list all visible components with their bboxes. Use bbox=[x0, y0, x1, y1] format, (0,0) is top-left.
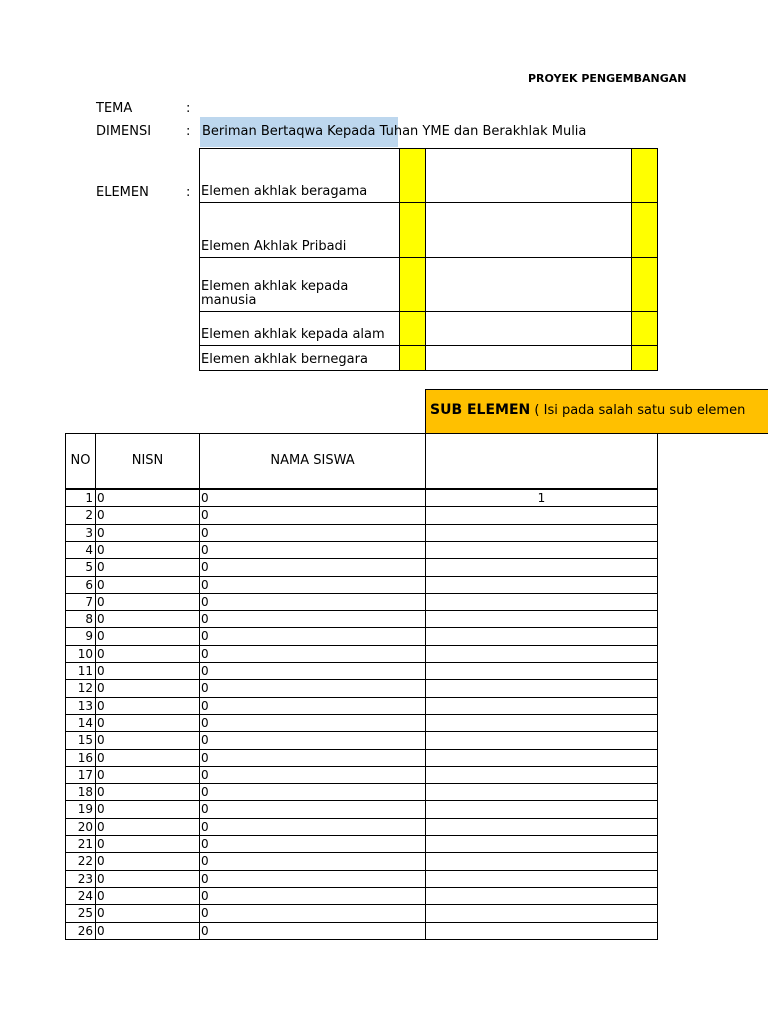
sub-elemen-note: ( Isi pada salah satu sub elemen bbox=[534, 403, 746, 418]
row-no: 23 bbox=[77, 872, 93, 886]
element-sub-cell[interactable] bbox=[425, 257, 632, 312]
sub-elemen-label: SUB ELEMEN bbox=[430, 402, 531, 418]
element-check-cell[interactable] bbox=[631, 311, 658, 346]
row-nisn: 0 bbox=[97, 681, 105, 695]
row-no: 22 bbox=[77, 854, 93, 868]
row-sub-elemen-cell[interactable] bbox=[425, 558, 658, 577]
row-sub-elemen-cell[interactable] bbox=[425, 627, 658, 646]
row-nama-cell[interactable] bbox=[199, 766, 426, 784]
row-nama-cell[interactable] bbox=[199, 904, 426, 923]
row-sub-elemen-cell[interactable] bbox=[425, 506, 658, 525]
element-check-cell[interactable] bbox=[399, 257, 426, 312]
row-nama-cell[interactable] bbox=[199, 558, 426, 577]
row-sub-elemen-cell[interactable] bbox=[425, 870, 658, 888]
row-nama-cell[interactable] bbox=[199, 870, 426, 888]
row-no: 12 bbox=[77, 681, 93, 695]
row-no: 3 bbox=[85, 526, 93, 540]
row-nama: 0 bbox=[201, 820, 209, 834]
row-nisn-cell[interactable] bbox=[95, 852, 200, 871]
row-nisn: 0 bbox=[97, 560, 105, 574]
row-nama: 0 bbox=[201, 924, 209, 938]
row-nisn: 0 bbox=[97, 612, 105, 626]
row-nama-cell[interactable] bbox=[199, 887, 426, 905]
element-check-cell[interactable] bbox=[631, 202, 658, 258]
row-nisn: 0 bbox=[97, 699, 105, 713]
row-nisn: 0 bbox=[97, 491, 105, 505]
row-nisn-cell[interactable] bbox=[95, 576, 200, 594]
row-nama: 0 bbox=[201, 560, 209, 574]
row-nisn: 0 bbox=[97, 508, 105, 522]
row-nisn: 0 bbox=[97, 924, 105, 938]
row-sub-elemen-cell[interactable] bbox=[425, 852, 658, 871]
row-nama-cell[interactable] bbox=[199, 852, 426, 871]
row-sub-elemen-cell[interactable] bbox=[425, 714, 658, 732]
row-nisn: 0 bbox=[97, 768, 105, 782]
row-sub-elemen-cell[interactable] bbox=[425, 576, 658, 594]
row-nisn-cell[interactable] bbox=[95, 887, 200, 905]
row-nisn: 0 bbox=[97, 629, 105, 643]
row-no: 25 bbox=[77, 906, 93, 920]
row-no: 26 bbox=[77, 924, 93, 938]
row-sub-elemen-cell[interactable] bbox=[425, 541, 658, 559]
element-name: Elemen akhlak beragama bbox=[201, 184, 368, 199]
row-nisn: 0 bbox=[97, 526, 105, 540]
row-no: 7 bbox=[85, 595, 93, 609]
row-no: 15 bbox=[77, 733, 93, 747]
row-no: 18 bbox=[77, 785, 93, 799]
col-nama-header: NAMA SISWA bbox=[270, 453, 355, 468]
row-nama-cell[interactable] bbox=[199, 922, 426, 940]
row-nisn: 0 bbox=[97, 543, 105, 557]
row-sub-elemen-cell[interactable] bbox=[425, 593, 658, 611]
row-nama: 0 bbox=[201, 854, 209, 868]
row-nisn-cell[interactable] bbox=[95, 800, 200, 819]
row-nama-cell[interactable] bbox=[199, 835, 426, 853]
row-nama: 0 bbox=[201, 664, 209, 678]
row-no: 1 bbox=[85, 491, 93, 505]
row-nisn: 0 bbox=[97, 872, 105, 886]
row-nama: 0 bbox=[201, 785, 209, 799]
row-nama-cell[interactable] bbox=[199, 627, 426, 646]
row-nama-cell[interactable] bbox=[199, 524, 426, 542]
element-check-cell[interactable] bbox=[399, 345, 426, 371]
row-nama-cell[interactable] bbox=[199, 610, 426, 628]
row-nama: 0 bbox=[201, 508, 209, 522]
row-no: 21 bbox=[77, 837, 93, 851]
row-no: 5 bbox=[85, 560, 93, 574]
row-nisn-cell[interactable] bbox=[95, 506, 200, 525]
element-name: Elemen akhlak kepada manusia bbox=[201, 279, 349, 308]
row-nama: 0 bbox=[201, 526, 209, 540]
row-sub-elemen-cell[interactable] bbox=[425, 904, 658, 923]
elemen-label: ELEMEN bbox=[96, 185, 149, 200]
row-no: 19 bbox=[77, 802, 93, 816]
row-nisn-cell[interactable] bbox=[95, 818, 200, 836]
row-nama: 0 bbox=[201, 699, 209, 713]
row-nisn-cell[interactable] bbox=[95, 835, 200, 853]
element-check-cell[interactable] bbox=[399, 202, 426, 258]
element-name: Elemen akhlak kepada alam bbox=[201, 327, 385, 342]
row-nama: 0 bbox=[201, 629, 209, 643]
row-sub-elemen-cell[interactable] bbox=[425, 524, 658, 542]
col-nisn-header: NISN bbox=[131, 453, 164, 468]
element-check-cell[interactable] bbox=[399, 148, 426, 203]
row-nisn-cell[interactable] bbox=[95, 904, 200, 923]
row-nisn: 0 bbox=[97, 716, 105, 730]
row-nama-cell[interactable] bbox=[199, 662, 426, 680]
element-sub-cell[interactable] bbox=[425, 202, 632, 258]
row-nisn-cell[interactable] bbox=[95, 731, 200, 750]
col-sub-elemen-header-cell[interactable] bbox=[425, 433, 658, 489]
row-no: 16 bbox=[77, 751, 93, 765]
row-no: 20 bbox=[77, 820, 93, 834]
row-nama: 0 bbox=[201, 543, 209, 557]
row-nisn: 0 bbox=[97, 664, 105, 678]
row-sub-elemen-cell[interactable] bbox=[425, 887, 658, 905]
row-nisn-cell[interactable] bbox=[95, 645, 200, 663]
row-sub-elemen-cell[interactable] bbox=[425, 697, 658, 715]
row-no: 2 bbox=[85, 508, 93, 522]
row-nisn-cell[interactable] bbox=[95, 679, 200, 698]
row-nama: 0 bbox=[201, 872, 209, 886]
col-no-header: NO bbox=[70, 453, 91, 468]
dimensi-colon: : bbox=[186, 124, 191, 139]
element-name: Elemen akhlak bernegara bbox=[201, 352, 368, 367]
row-nama: 0 bbox=[201, 681, 209, 695]
elemen-colon: : bbox=[186, 185, 191, 200]
row-sub-elemen-cell[interactable] bbox=[425, 645, 658, 663]
page-title: PROYEK PENGEMBANGAN bbox=[528, 72, 687, 85]
row-nama: 0 bbox=[201, 595, 209, 609]
row-sub-elemen-cell[interactable] bbox=[425, 818, 658, 836]
row-nama: 0 bbox=[201, 889, 209, 903]
row-nisn-cell[interactable] bbox=[95, 558, 200, 577]
row-no: 17 bbox=[77, 768, 93, 782]
row-nama: 0 bbox=[201, 716, 209, 730]
row-no: 10 bbox=[77, 647, 93, 661]
row-nama: 0 bbox=[201, 906, 209, 920]
row-sub-elemen-cell[interactable] bbox=[425, 835, 658, 853]
row-no: 6 bbox=[85, 578, 93, 592]
row-nama-cell[interactable] bbox=[199, 818, 426, 836]
row-nisn-cell[interactable] bbox=[95, 870, 200, 888]
element-check-cell[interactable] bbox=[399, 311, 426, 346]
dimensi-value: Beriman Bertaqwa Kepada Tuhan YME dan Berakhlak Mulia bbox=[202, 124, 587, 139]
row-nama-cell[interactable] bbox=[199, 714, 426, 732]
row-nisn-cell[interactable] bbox=[95, 783, 200, 801]
row-nama-cell[interactable] bbox=[199, 541, 426, 559]
row-nisn-cell[interactable] bbox=[95, 541, 200, 559]
row-nama-cell[interactable] bbox=[199, 576, 426, 594]
row-nisn-cell[interactable] bbox=[95, 524, 200, 542]
row-nama-cell[interactable] bbox=[199, 593, 426, 611]
element-check-cell[interactable] bbox=[631, 345, 658, 371]
dimensi-label: DIMENSI bbox=[96, 124, 152, 139]
row-no: 24 bbox=[77, 889, 93, 903]
row-nama: 0 bbox=[201, 578, 209, 592]
row-nisn: 0 bbox=[97, 578, 105, 592]
element-sub-cell[interactable] bbox=[425, 148, 632, 203]
row-nama: 0 bbox=[201, 647, 209, 661]
row-nisn: 0 bbox=[97, 906, 105, 920]
row-nama: 0 bbox=[201, 612, 209, 626]
row-nisn: 0 bbox=[97, 733, 105, 747]
row-no: 14 bbox=[77, 716, 93, 730]
row-nama-cell[interactable] bbox=[199, 783, 426, 801]
row-nisn-cell[interactable] bbox=[95, 489, 200, 507]
row-no: 13 bbox=[77, 699, 93, 713]
element-sub-cell[interactable] bbox=[425, 345, 632, 371]
row-nama-cell[interactable] bbox=[199, 800, 426, 819]
row-no: 4 bbox=[85, 543, 93, 557]
row-nama: 0 bbox=[201, 491, 209, 505]
row-nama-cell[interactable] bbox=[199, 645, 426, 663]
sub-elemen-banner-text bbox=[430, 402, 746, 418]
row-sub-elemen-value: 1 bbox=[537, 491, 546, 505]
row-nisn-cell[interactable] bbox=[95, 593, 200, 611]
row-sub-elemen-cell[interactable] bbox=[425, 800, 658, 819]
row-nisn: 0 bbox=[97, 837, 105, 851]
row-nama: 0 bbox=[201, 733, 209, 747]
row-nisn-cell[interactable] bbox=[95, 749, 200, 767]
row-sub-elemen-cell[interactable] bbox=[425, 922, 658, 940]
row-sub-elemen-cell[interactable] bbox=[425, 783, 658, 801]
row-nama: 0 bbox=[201, 751, 209, 765]
row-sub-elemen-cell[interactable] bbox=[425, 731, 658, 750]
row-nisn-cell[interactable] bbox=[95, 610, 200, 628]
row-sub-elemen-cell[interactable] bbox=[425, 662, 658, 680]
element-check-cell[interactable] bbox=[631, 257, 658, 312]
row-nisn-cell[interactable] bbox=[95, 697, 200, 715]
row-nisn: 0 bbox=[97, 854, 105, 868]
element-sub-cell[interactable] bbox=[425, 311, 632, 346]
row-nama-cell[interactable] bbox=[199, 489, 426, 507]
row-sub-elemen-cell[interactable] bbox=[425, 766, 658, 784]
row-sub-elemen-cell[interactable] bbox=[425, 610, 658, 628]
row-nisn: 0 bbox=[97, 802, 105, 816]
row-nama-cell[interactable] bbox=[199, 749, 426, 767]
element-check-cell[interactable] bbox=[631, 148, 658, 203]
row-nisn-cell[interactable] bbox=[95, 714, 200, 732]
row-nama: 0 bbox=[201, 837, 209, 851]
row-nama-cell[interactable] bbox=[199, 697, 426, 715]
row-nisn: 0 bbox=[97, 595, 105, 609]
row-no: 9 bbox=[85, 629, 93, 643]
row-nisn-cell[interactable] bbox=[95, 627, 200, 646]
tema-colon: : bbox=[186, 101, 191, 116]
row-nisn-cell[interactable] bbox=[95, 662, 200, 680]
row-sub-elemen-cell[interactable] bbox=[425, 749, 658, 767]
row-nisn: 0 bbox=[97, 785, 105, 799]
row-nama-cell[interactable] bbox=[199, 731, 426, 750]
row-no: 8 bbox=[85, 612, 93, 626]
row-nama-cell[interactable] bbox=[199, 506, 426, 525]
row-nama: 0 bbox=[201, 802, 209, 816]
row-nisn: 0 bbox=[97, 751, 105, 765]
tema-label: TEMA bbox=[96, 101, 133, 116]
row-nisn: 0 bbox=[97, 889, 105, 903]
row-nisn-cell[interactable] bbox=[95, 766, 200, 784]
row-nisn: 0 bbox=[97, 820, 105, 834]
row-nama-cell[interactable] bbox=[199, 679, 426, 698]
row-nisn: 0 bbox=[97, 647, 105, 661]
row-sub-elemen-cell[interactable] bbox=[425, 679, 658, 698]
row-no: 11 bbox=[77, 664, 93, 678]
element-name: Elemen Akhlak Pribadi bbox=[201, 239, 347, 254]
row-nisn-cell[interactable] bbox=[95, 922, 200, 940]
row-nama: 0 bbox=[201, 768, 209, 782]
